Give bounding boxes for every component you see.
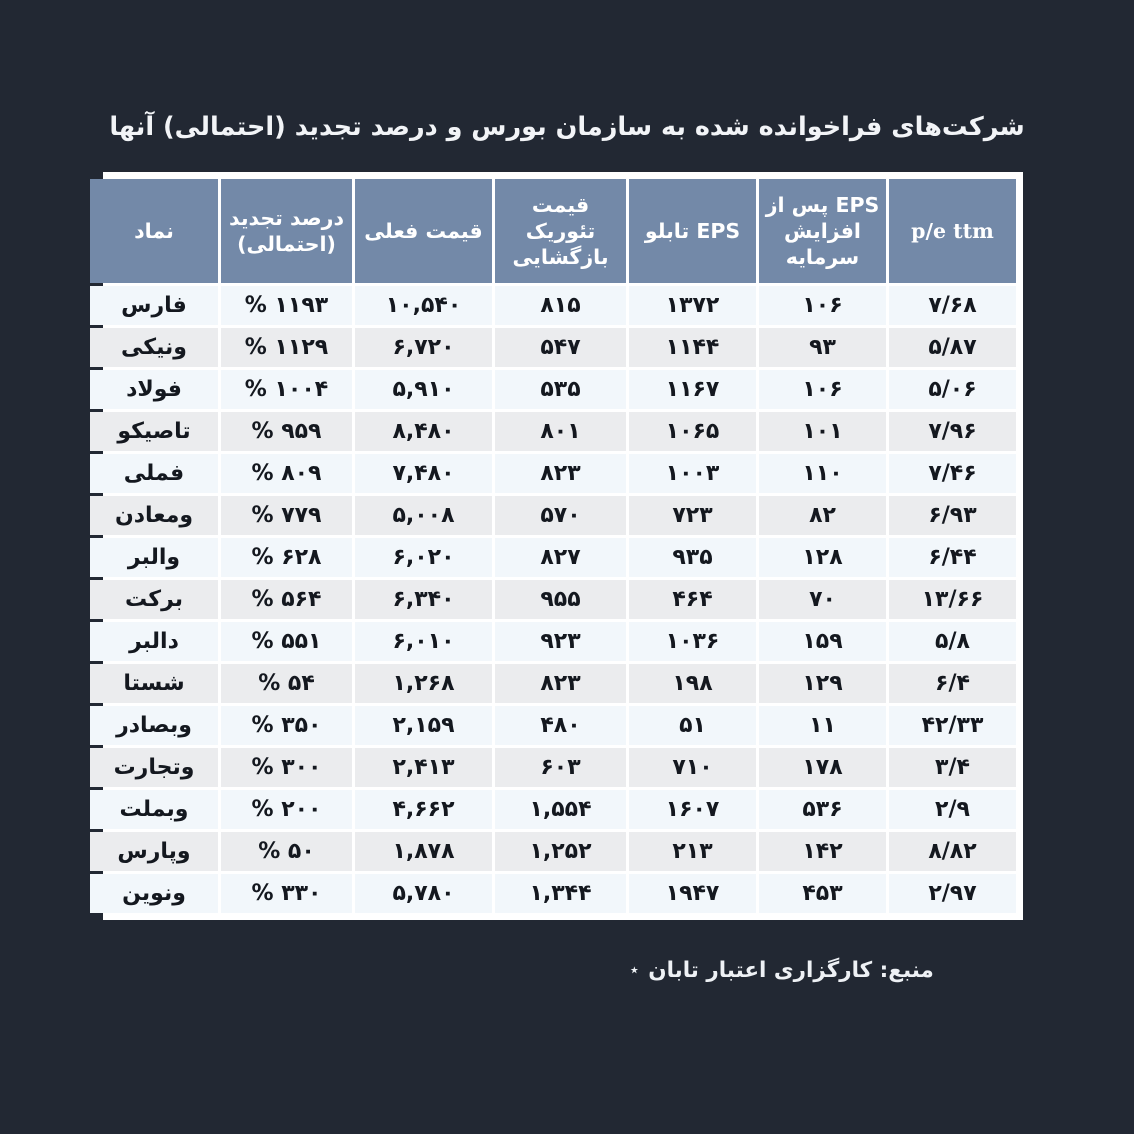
- cell-eps_board: ۱۰۶۵: [629, 412, 756, 451]
- cell-eps_board: ۱۰۰۳: [629, 454, 756, 493]
- table-header: [90, 179, 1016, 283]
- column-header-symbol: نماد: [90, 179, 218, 283]
- table-body: [90, 286, 1016, 913]
- cell-eps_after: ۱۰۶: [759, 370, 886, 409]
- cell-pct: ۳۳۰ %: [221, 874, 352, 913]
- cell-pct: ۱۱۹۳ %: [221, 286, 352, 325]
- cell-cur: ۶,۳۴۰: [355, 580, 492, 619]
- cell-eps_after: ۱۷۸: [759, 748, 886, 787]
- cell-theo: ۸۱۵: [495, 286, 626, 325]
- cell-eps_board: ۱۹۴۷: [629, 874, 756, 913]
- cell-sym: ونیکی: [90, 328, 218, 367]
- cell-eps_board: ۵۱: [629, 706, 756, 745]
- cell-eps_after: ۱۱: [759, 706, 886, 745]
- cell-cur: ۱,۲۶۸: [355, 664, 492, 703]
- cell-pct: ۵۵۱ %: [221, 622, 352, 661]
- table-row: [90, 832, 1016, 871]
- cell-pe: ۷/۴۶: [889, 454, 1016, 493]
- cell-cur: ۵,۹۱۰: [355, 370, 492, 409]
- cell-theo: ۵۴۷: [495, 328, 626, 367]
- cell-sym: برکت: [90, 580, 218, 619]
- cell-eps_after: ۵۳۶: [759, 790, 886, 829]
- cell-theo: ۶۰۳: [495, 748, 626, 787]
- cell-pct: ۱۱۲۹ %: [221, 328, 352, 367]
- column-header-theoretical-price: قیمت تئوریک بازگشایی: [495, 179, 626, 283]
- table-row: [90, 874, 1016, 913]
- cell-sym: فملی: [90, 454, 218, 493]
- cell-sym: ونوین: [90, 874, 218, 913]
- table-row: [90, 286, 1016, 325]
- table-row: [90, 370, 1016, 409]
- cell-eps_board: ۱۰۳۶: [629, 622, 756, 661]
- cell-eps_board: ۱۳۷۲: [629, 286, 756, 325]
- cell-eps_after: ۹۳: [759, 328, 886, 367]
- cell-cur: ۱۰,۵۴۰: [355, 286, 492, 325]
- cell-pct: ۲۰۰ %: [221, 790, 352, 829]
- cell-cur: ۵,۰۰۸: [355, 496, 492, 535]
- table-row: [90, 538, 1016, 577]
- table-row: [90, 664, 1016, 703]
- cell-theo: ۴۸۰: [495, 706, 626, 745]
- cell-pct: ۵۶۴ %: [221, 580, 352, 619]
- table-row: [90, 622, 1016, 661]
- column-header-current-price: قیمت فعلی: [355, 179, 492, 283]
- cell-eps_after: ۱۴۲: [759, 832, 886, 871]
- source-note-text: منبع: کارگزاری اعتبار تابان: [648, 958, 934, 983]
- table-row: [90, 412, 1016, 451]
- cell-pe: ۶/۴۴: [889, 538, 1016, 577]
- cell-pct: ۹۵۹ %: [221, 412, 352, 451]
- cell-cur: ۵,۷۸۰: [355, 874, 492, 913]
- table-row: [90, 790, 1016, 829]
- cell-eps_board: ۹۳۵: [629, 538, 756, 577]
- cell-theo: ۸۰۱: [495, 412, 626, 451]
- cell-pe: ۵/۰۶: [889, 370, 1016, 409]
- source-note: [0, 958, 1023, 983]
- cell-cur: ۷,۴۸۰: [355, 454, 492, 493]
- cell-eps_board: ۱۹۸: [629, 664, 756, 703]
- cell-pct: ۳۵۰ %: [221, 706, 352, 745]
- cell-theo: ۵۳۵: [495, 370, 626, 409]
- cell-sym: فارس: [90, 286, 218, 325]
- cell-eps_board: ۱۱۴۴: [629, 328, 756, 367]
- cell-cur: ۲,۴۱۳: [355, 748, 492, 787]
- cell-sym: والبر: [90, 538, 218, 577]
- cell-cur: ۶,۰۱۰: [355, 622, 492, 661]
- cell-theo: ۸۲۳: [495, 454, 626, 493]
- cell-cur: ۸,۴۸۰: [355, 412, 492, 451]
- cell-cur: ۶,۰۲۰: [355, 538, 492, 577]
- cell-theo: ۱,۵۵۴: [495, 790, 626, 829]
- cell-pct: ۷۷۹ %: [221, 496, 352, 535]
- cell-eps_after: ۸۲: [759, 496, 886, 535]
- cell-theo: ۵۷۰: [495, 496, 626, 535]
- table-row: [90, 328, 1016, 367]
- cell-pe: ۶/۹۳: [889, 496, 1016, 535]
- cell-sym: وتجارت: [90, 748, 218, 787]
- companies-table: [87, 176, 1019, 916]
- table-row: [90, 580, 1016, 619]
- table-row: [90, 748, 1016, 787]
- column-header-eps-board: EPS تابلو: [629, 179, 756, 283]
- column-header-pe: p/e ttm: [889, 179, 1016, 283]
- cell-theo: ۸۲۷: [495, 538, 626, 577]
- cell-pe: ۲/۹۷: [889, 874, 1016, 913]
- cell-cur: ۶,۷۲۰: [355, 328, 492, 367]
- table-row: [90, 496, 1016, 535]
- data-table-container: [103, 172, 1023, 920]
- cell-pct: ۱۰۰۴ %: [221, 370, 352, 409]
- cell-pe: ۳/۴: [889, 748, 1016, 787]
- cell-pe: ۶/۴: [889, 664, 1016, 703]
- cell-pe: ۷/۹۶: [889, 412, 1016, 451]
- cell-sym: وبصادر: [90, 706, 218, 745]
- cell-cur: ۲,۱۵۹: [355, 706, 492, 745]
- table-header-row: [90, 179, 1016, 283]
- cell-pe: ۵/۸: [889, 622, 1016, 661]
- cell-sym: شستا: [90, 664, 218, 703]
- cell-cur: ۱,۸۷۸: [355, 832, 492, 871]
- cell-eps_board: ۲۱۳: [629, 832, 756, 871]
- cell-sym: فولاد: [90, 370, 218, 409]
- cell-pe: ۸/۸۲: [889, 832, 1016, 871]
- cell-cur: ۴,۶۶۲: [355, 790, 492, 829]
- cell-eps_board: ۷۱۰: [629, 748, 756, 787]
- cell-theo: ۹۵۵: [495, 580, 626, 619]
- cell-pct: ۵۴ %: [221, 664, 352, 703]
- cell-sym: دالبر: [90, 622, 218, 661]
- cell-eps_board: ۴۶۴: [629, 580, 756, 619]
- cell-eps_after: ۱۲۹: [759, 664, 886, 703]
- cell-pe: ۱۳/۶۶: [889, 580, 1016, 619]
- cell-eps_board: ۱۱۶۷: [629, 370, 756, 409]
- table-row: [90, 454, 1016, 493]
- cell-pe: ۵/۸۷: [889, 328, 1016, 367]
- cell-pct: ۸۰۹ %: [221, 454, 352, 493]
- cell-sym: وبملت: [90, 790, 218, 829]
- cell-pe: ۲/۹: [889, 790, 1016, 829]
- cell-pct: ۶۲۸ %: [221, 538, 352, 577]
- cell-eps_after: ۴۵۳: [759, 874, 886, 913]
- cell-pe: ۷/۶۸: [889, 286, 1016, 325]
- cell-eps_after: ۷۰: [759, 580, 886, 619]
- cell-eps_board: ۷۲۳: [629, 496, 756, 535]
- table-row: [90, 706, 1016, 745]
- cell-pe: ۴۲/۳۳: [889, 706, 1016, 745]
- cell-sym: وپارس: [90, 832, 218, 871]
- cell-eps_after: ۱۵۹: [759, 622, 886, 661]
- cell-eps_after: ۱۰۱: [759, 412, 886, 451]
- asterisk-icon: ٭: [630, 960, 639, 979]
- column-header-revaluation-percent: درصد تجدید (احتمالی): [221, 179, 352, 283]
- cell-eps_board: ۱۶۰۷: [629, 790, 756, 829]
- cell-eps_after: ۱۰۶: [759, 286, 886, 325]
- cell-pct: ۵۰ %: [221, 832, 352, 871]
- cell-theo: ۸۲۳: [495, 664, 626, 703]
- cell-theo: ۱,۳۴۴: [495, 874, 626, 913]
- cell-eps_after: ۱۱۰: [759, 454, 886, 493]
- cell-eps_after: ۱۲۸: [759, 538, 886, 577]
- cell-theo: ۹۲۳: [495, 622, 626, 661]
- cell-pct: ۳۰۰ %: [221, 748, 352, 787]
- column-header-eps-after: EPS پس از افزایش سرمایه: [759, 179, 886, 283]
- page-title: شرکت‌های فراخوانده شده به سازمان بورس و درصد تجدید (احتمالی) آنها: [109, 112, 1025, 142]
- cell-sym: ومعادن: [90, 496, 218, 535]
- cell-theo: ۱,۲۵۲: [495, 832, 626, 871]
- cell-sym: تاصیکو: [90, 412, 218, 451]
